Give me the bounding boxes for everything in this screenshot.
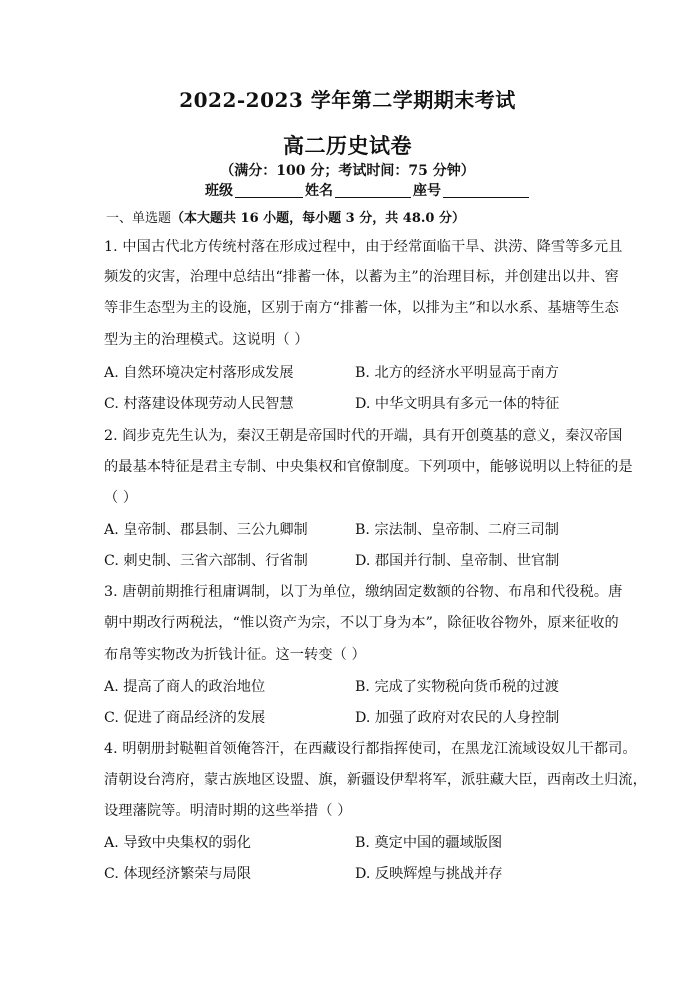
question-2-option-b: B. 宗法制、皇帝制、二府三司制 <box>355 522 559 538</box>
question-3-option-a: A. 提高了商人的政治地位 <box>104 679 266 695</box>
question-2-option-d: D. 郡国并行制、皇帝制、世官制 <box>355 553 560 569</box>
question-4-line-2: 清朝设台湾府，蒙古族地区设盟、旗，新疆设伊犁将军，派驻藏大臣，西南改土归流， <box>104 772 647 788</box>
section-heading <box>106 207 465 226</box>
seat-label: 座号 <box>413 183 441 199</box>
name-label: 姓名 <box>305 183 333 199</box>
question-3-line-2: 朝中期改行两税法，“惟以资产为宗，不以丁身为本”，除征收谷物外，原来征收的 <box>104 615 619 631</box>
question-2-option-a: A. 皇帝制、郡县制、三公九卿制 <box>104 522 308 538</box>
seat-blank <box>443 183 529 198</box>
question-1-line-3: 等非生态型为主的设施，区别于南方“排蓄一体，以排为主”和以水系、基塘等生态 <box>104 300 619 316</box>
class-blank <box>235 183 303 198</box>
class-label: 班级 <box>205 183 233 199</box>
question-3-option-b: B. 完成了实物税向货币税的过渡 <box>355 679 559 695</box>
question-1-option-b: B. 北方的经济水平明显高于南方 <box>355 365 559 381</box>
question-4-option-d: D. 反映辉煌与挑战并存 <box>355 866 503 882</box>
question-1-line-4: 型为主的治理模式。这说明（ ） <box>104 332 309 348</box>
question-4-option-a: A. 导致中央集权的弱化 <box>104 835 251 851</box>
question-2-line-1: 2. 阎步克先生认为，秦汉王朝是帝国时代的开端，具有开创奠基的意义，秦汉帝国 <box>104 428 623 444</box>
question-3-option-d: D. 加强了政府对农民的人身控制 <box>355 710 560 726</box>
exam-subtitle: 高二历史试卷 <box>283 133 412 158</box>
question-1-line-2: 频发的灾害，治理中总结出“排蓄一体，以蓄为主”的治理目标，并创建出以井、窖 <box>104 269 619 285</box>
question-4-line-3: 设理藩院等。明清时期的这些举措（ ） <box>104 803 352 819</box>
question-3-line-1: 3. 唐朝前期推行租庸调制，以丁为单位，缴纳固定数额的谷物、布帛和代役税。唐 <box>104 584 623 600</box>
section-note: （本大题共 16 小题，每小题 3 分，共 48.0 分） <box>171 211 465 226</box>
section-label: 一、单选题 <box>106 211 172 226</box>
question-2-line-2: 的最基本特征是君主专制、中央集权和官僚制度。下列项中，能够说明以上特征的是 <box>104 459 633 475</box>
question-1-line-1: 1. 中国古代北方传统村落在形成过程中，由于经常面临干旱、洪涝、降雪等多元且 <box>104 239 623 255</box>
question-1-option-c: C. 村落建设体现劳动人民智慧 <box>104 396 294 412</box>
name-blank <box>335 183 411 198</box>
question-3-option-c: C. 促进了商品经济的发展 <box>104 710 266 726</box>
question-4-option-c: C. 体现经济繁荣与局限 <box>104 866 252 882</box>
question-4-line-1: 4. 明朝册封鞑靼首领俺答汗，在西藏设行都指挥使司，在黑龙江流域设奴儿干都司。 <box>104 741 637 757</box>
question-2-option-c: C. 刺史制、三省六部制、行省制 <box>104 553 308 569</box>
question-3-line-3: 布帛等实物改为折钱计征。这一转变（ ） <box>104 647 366 663</box>
exam-meta: （满分：100 分；考试时间：75 分钟） <box>220 163 475 179</box>
question-2-line-3: （ ） <box>104 490 138 506</box>
question-1-option-a: A. 自然环境决定村落形成发展 <box>104 365 294 381</box>
question-1-option-d: D. 中华文明具有多元一体的特征 <box>355 396 560 412</box>
question-4-option-b: B. 奠定中国的疆域版图 <box>355 835 503 851</box>
exam-title: 2022-2023 学年第二学期期末考试 <box>179 88 516 112</box>
student-info-line <box>205 180 531 200</box>
